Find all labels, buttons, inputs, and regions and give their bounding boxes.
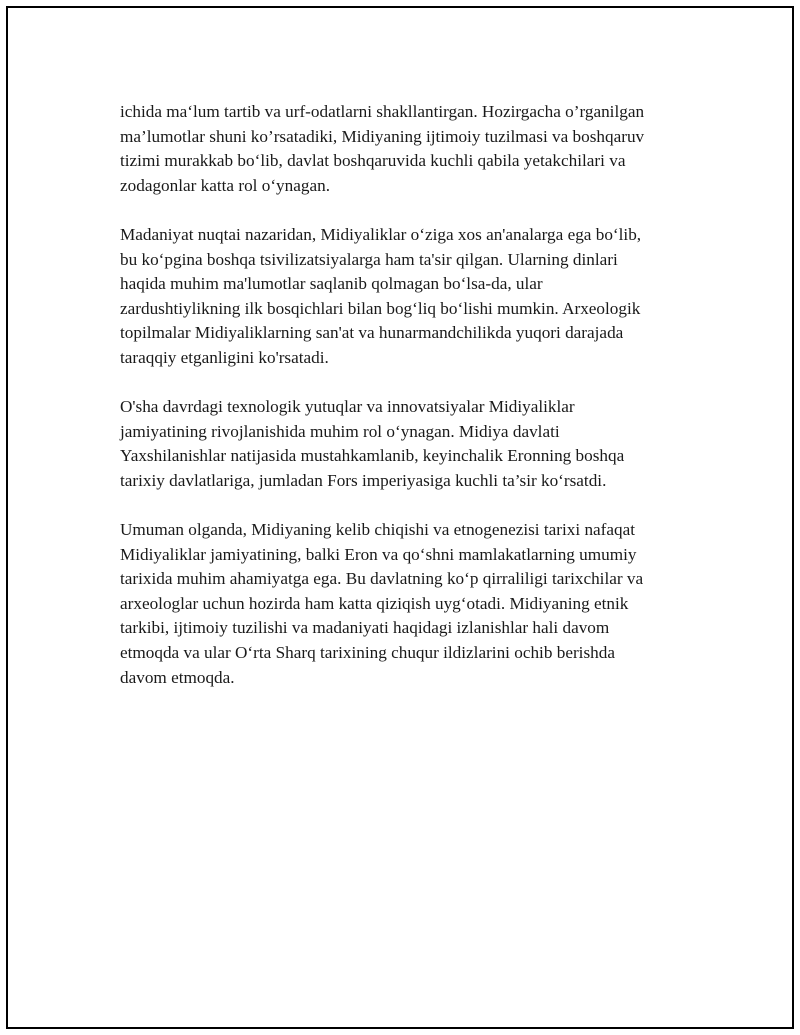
text-line: Midiyaliklar jamiyatining, balki Eron va qo‘shni mamlakatlarning umumiy — [120, 544, 637, 564]
paragraph-1 — [120, 100, 700, 198]
text-line: arxeologlar uchun hozirda ham katta qiziqish uyg‘otadi. Midiyaning etnik — [120, 593, 629, 613]
text-line: bu ko‘pgina boshqa tsivilizatsiyalarga ham ta'sir qilgan. Ularning dinlari — [120, 249, 618, 269]
text-line: Madaniyat nuqtai nazaridan, Midiyaliklar o‘ziga xos an'analarga ega bo‘lib, — [120, 224, 642, 244]
text-line: O'sha davrdagi texnologik yutuqlar va innovatsiyalar Midiyaliklar — [120, 397, 575, 417]
text-line: topilmalar Midiyaliklarning san'at va hunarmandchilikda yuqori darajada — [120, 323, 624, 343]
text-line: tarixida muhim ahamiyatga ega. Bu davlatning ko‘p qirraliligi tarixchilar va — [120, 569, 644, 589]
paragraph-3 — [120, 395, 700, 493]
text-line: ma’lumotlar shuni ko’rsatadiki, Midiyaning ijtimoiy tuzilmasi va boshqaruv — [120, 126, 645, 146]
document-body — [120, 100, 700, 715]
paragraph-4 — [120, 518, 700, 690]
text-line: haqida muhim ma'lumotlar saqlanib qolmagan bo‘lsa-da, ular — [120, 274, 543, 294]
text-line: tizimi murakkab bo‘lib, davlat boshqaruvida kuchli qabila yetakchilari va — [120, 151, 626, 171]
text-line: jamiyatining rivojlanishida muhim rol o‘ynagan. Midiya davlati — [120, 421, 560, 441]
text-line: tarkibi, ijtimoiy tuzilishi va madaniyati haqidagi izlanishlar hali davom — [120, 618, 610, 638]
text-line: davom etmoqda. — [120, 667, 235, 687]
document-page — [6, 6, 794, 1029]
text-line: Yaxshilanishlar natijasida mustahkamlanib, keyinchalik Eronning boshqa — [120, 446, 625, 466]
text-line: zardushtiylikning ilk bosqichlari bilan bog‘liq bo‘lishi mumkin. Arxeologik — [120, 298, 641, 318]
paragraph-2 — [120, 223, 700, 371]
text-line: zodagonlar katta rol o‘ynagan. — [120, 175, 330, 195]
text-line: tarixiy davlatlariga, jumladan Fors imperiyasiga kuchli ta’sir ko‘rsatdi. — [120, 470, 607, 490]
text-line: ichida ma‘lum tartib va urf-odatlarni shakllantirgan. Hozirgacha o’rganilgan — [120, 102, 645, 121]
text-line: taraqqiy etganligini ko'rsatadi. — [120, 347, 329, 367]
text-line: Umuman olganda, Midiyaning kelib chiqishi va etnogenezisi tarixi nafaqat — [120, 520, 636, 540]
text-line: etmoqda va ular O‘rta Sharq tarixining chuqur ildizlarini ochib berishda — [120, 643, 615, 663]
